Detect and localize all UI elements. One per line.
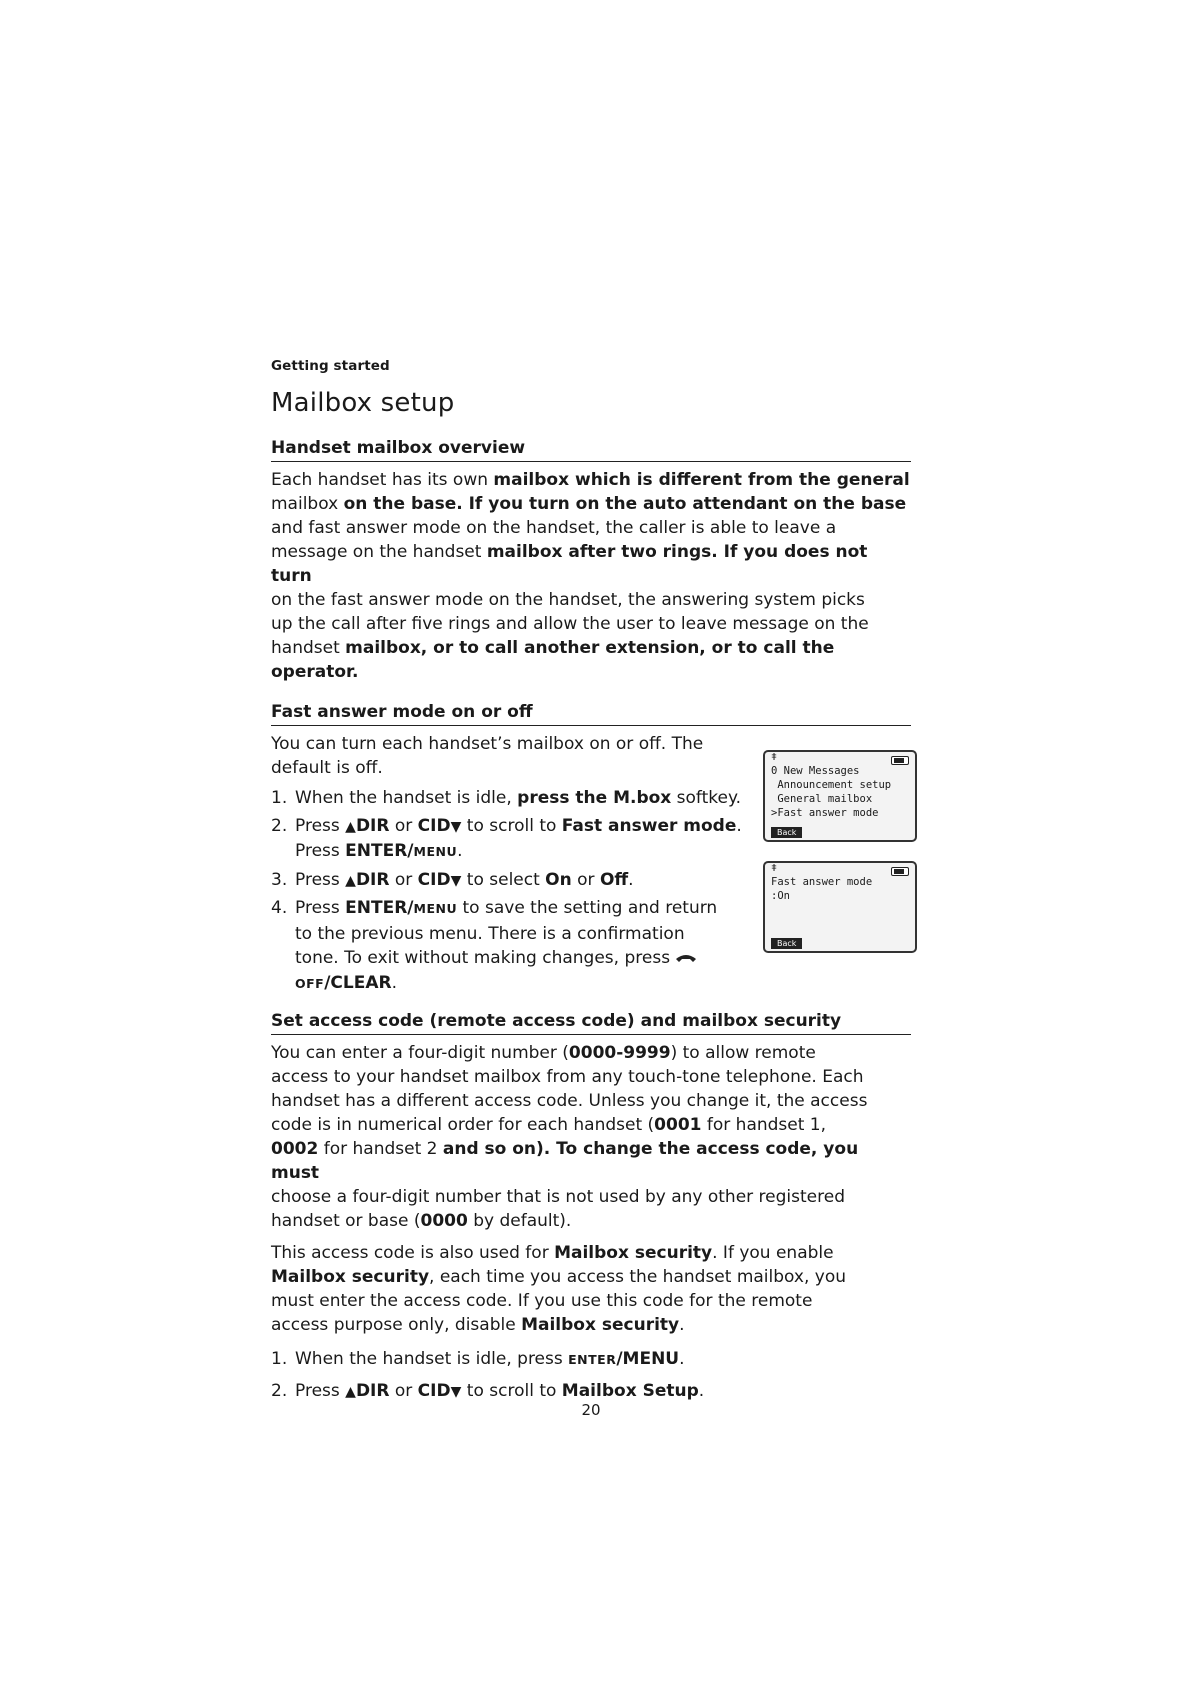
overview-heading: Handset mailbox overview bbox=[271, 438, 911, 462]
up-arrow-icon: ▲ bbox=[345, 872, 356, 889]
overview-paragraph: Each handset has its own mailbox which is different from the general mailbox on the base. If you turn on the auto attendant on the base and fast answer mode on the handset, the caller is able to leave a message on the handset mailbox after two rings. If you does not turn on the fast answer mode on the handset, the answering system picks up the call after five rings and allow the user to leave message on the handset mailbox, or to call another extension, or to call the operator. bbox=[271, 470, 910, 682]
list-item: 3. Press ▲DIR or CID▼ to select On or Off. bbox=[271, 869, 634, 890]
page-number: 20 bbox=[581, 1401, 601, 1419]
down-arrow-icon: ▼ bbox=[450, 818, 462, 835]
fast-answer-heading: Fast answer mode on or off bbox=[271, 702, 911, 726]
fast-answer-intro: You can turn each handset’s mailbox on or off. The default is off. bbox=[271, 734, 704, 778]
list-item: 2. Press ▲DIR or CID▼ to scroll to Mailbox Setup. bbox=[271, 1380, 705, 1401]
lcd-screen-menu: ǂ 0 New Messages Announcement setup General mailbox >Fast answer mode Back bbox=[763, 750, 917, 842]
fast-answer-block bbox=[271, 732, 911, 996]
up-arrow-icon: ▲ bbox=[345, 818, 356, 835]
manual-page bbox=[271, 358, 911, 1419]
battery-icon bbox=[891, 867, 909, 876]
back-softkey: Back bbox=[771, 938, 802, 949]
access-code-steps bbox=[271, 1347, 911, 1404]
down-arrow-icon: ▼ bbox=[450, 1383, 462, 1400]
access-code-paragraph: You can enter a four-digit number (0000-9999) to allow remote access to your handset mailbox from any touch-tone telephone. Each handset has a different access code. Unless you change it, the access code is in numerical order for each handset (0001 for handset 1, 0002 for handset 2 and so on). To change the access code, you must choose a four-digit number that is not used by any other registered handset or base (0000 by default). bbox=[271, 1043, 868, 1231]
lcd-screen-setting: ǂ Fast answer mode :On Back bbox=[763, 861, 917, 953]
up-arrow-icon: ▲ bbox=[345, 1383, 356, 1400]
list-item: 2. Press ▲DIR or CID▼ to scroll to Fast answer mode. Press ENTER/MENU. bbox=[271, 815, 742, 861]
list-item: 1. When the handset is idle, press ENTER/MENU. bbox=[271, 1349, 685, 1369]
list-item: 1. When the handset is idle, press the M.box softkey. bbox=[271, 788, 742, 808]
fast-answer-steps bbox=[271, 786, 746, 996]
down-arrow-icon: ▼ bbox=[450, 872, 462, 889]
back-softkey: Back bbox=[771, 827, 802, 838]
section-label: Getting started bbox=[271, 358, 390, 374]
access-code-heading: Set access code (remote access code) and mailbox security bbox=[271, 1011, 911, 1035]
signal-icon: ǂ bbox=[771, 863, 778, 874]
mailbox-security-paragraph: This access code is also used for Mailbox security. If you enable Mailbox security, each time you access the handset mailbox, you must enter the access code. If you use this code for the remote access purpose only, disable Mailbox security. bbox=[271, 1243, 847, 1335]
battery-icon bbox=[891, 756, 909, 765]
page-title: Mailbox setup bbox=[271, 388, 455, 418]
signal-icon: ǂ bbox=[771, 752, 778, 763]
list-item: 4. Press ENTER/MENU to save the setting and return to the previous menu. There is a confirmation tone. To exit without making changes, press OFF/CLEAR. bbox=[271, 898, 718, 993]
phone-handset-icon bbox=[675, 953, 697, 963]
